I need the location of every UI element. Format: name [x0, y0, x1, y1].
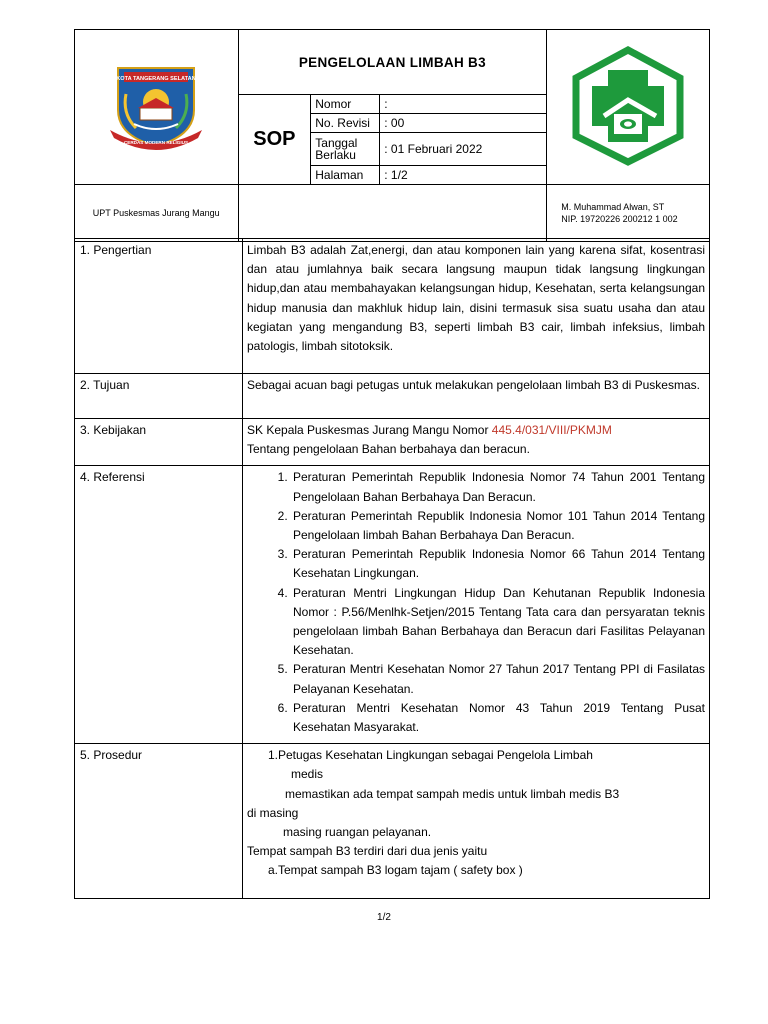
meta-label-revisi: No. Revisi [311, 114, 380, 133]
section-label: 2. Tujuan [75, 374, 243, 419]
crest-title: KOTA TANGERANG SELATAN [116, 75, 197, 82]
meta-value-tanggal: : 01 Februari 2022 [380, 133, 546, 166]
section-row-pengertian [75, 239, 710, 374]
prosedur-line: masing ruangan pelayanan. [283, 825, 432, 840]
reference-item: 2. Peraturan Pemerintah Republik Indonesia Nomor 101 Tahun 2014 Tentang Pengelolaan limbah Bahan Berbahaya Dan Beracun. [291, 507, 705, 545]
sop-header [74, 29, 710, 242]
right-logo-cell [547, 30, 710, 185]
section-content: Sebagai acuan bagi petugas untuk melakukan pengelolaan limbah B3 di Puskesmas. [243, 374, 710, 419]
meta-value-halaman: : 1/2 [384, 168, 408, 182]
prosedur-line: di masing [247, 805, 299, 820]
reference-item: 5. Peraturan Mentri Kesehatan Nomor 27 Tahun 2017 Tentang PPI di Fasilatas Pelayanan Kesehatan. [291, 660, 705, 698]
section-label: 5. Prosedur [75, 744, 243, 899]
sop-body-table [74, 238, 710, 899]
signer-nip: NIP. 19720226 200212 1 002 [561, 214, 678, 224]
meta-label-nomor: Nomor [311, 95, 380, 114]
reference-item: 1. Peraturan Pemerintah Republik Indonesia Nomor 74 Tahun 2001 Tentang Pengelolaan Bahan Berbahaya Dan Beracun. [291, 468, 705, 506]
kebijakan-text: SK Kepala Puskesmas Jurang Mangu Nomor [247, 423, 492, 437]
signer-name: M. Muhammad Alwan, ST [561, 202, 665, 212]
meta-label-tanggal: Tanggal Berlaku [311, 133, 380, 166]
section-row-kebijakan [75, 419, 710, 466]
meta-value-nomor: : [380, 95, 546, 114]
signature-space [238, 185, 547, 242]
prosedur-line: a.Tempat sampah B3 logam tajam ( safety box ) [268, 863, 523, 878]
reference-item: 4. Peraturan Mentri Lingkungan Hidup Dan Kehutanan Republik Indonesia Nomor : P.56/Menlhk-Setjen/2015 Tentang Tata cara dan persyaratan teknis pengelolaan limbah Bahan Berbahaya dan Beracun dari Fasilitas Pelayanan Kesehatan. [291, 584, 705, 661]
unit-name: UPT Puskesmas Jurang Mangu [75, 185, 239, 242]
meta-label-halaman: Halaman [311, 166, 380, 185]
section-content [243, 419, 710, 466]
meta-value-revisi: : 00 [380, 114, 546, 133]
section-row-prosedur [75, 744, 710, 899]
meta-table [311, 95, 546, 184]
prosedur-line: Tempat sampah B3 terdiri dari dua jenis yaitu [247, 844, 488, 859]
section-content [243, 466, 710, 744]
section-row-tujuan [75, 374, 710, 419]
section-label: 1. Pengertian [75, 239, 243, 374]
tangsel-crest-icon [104, 58, 208, 154]
prosedur-line: 1.Petugas Kesehatan Lingkungan sebagai Pengelola Limbah [268, 748, 593, 763]
left-logo-cell [75, 30, 239, 185]
signer-block [547, 185, 710, 242]
section-content [243, 744, 710, 899]
reference-item: 6. Peraturan Mentri Kesehatan Nomor 43 Tahun 2019 Tentang Pusat Kesehatan Masyarakat. [291, 699, 705, 737]
kebijakan-text-after: Tentang pengelolaan Bahan berbahaya dan beracun. [247, 442, 530, 457]
section-row-referensi [75, 466, 710, 744]
reference-list [247, 468, 705, 737]
page-number: 1/2 [377, 912, 391, 923]
section-label: 3. Kebijakan [75, 419, 243, 466]
puskesmas-logo-icon [564, 46, 692, 166]
prosedur-line: memastikan ada tempat sampah medis untuk limbah medis B3 [285, 786, 620, 801]
reference-item: 3. Peraturan Pemerintah Republik Indonesia Nomor 66 Tahun 2014 Tentang Kesehatan Lingkungan. [291, 545, 705, 583]
kebijakan-number: 445.4/031/VIII/PKMJM [491, 423, 612, 437]
meta-cell [311, 95, 547, 185]
document-title: PENGELOLAAN LIMBAH B3 [238, 30, 547, 95]
crest-motto: CERDAS MODERN RELIGIUS [124, 139, 189, 145]
section-content: Limbah B3 adalah Zat,energi, dan atau komponen lain yang karena sifat, kosentrasi dan atau jumlahnya baik secara langsung maupun tidak langsung lingkungan hidup,dan atau membahayakan kelangsungan hidup, Kesehatan, serta kelangsungan hidup manusia dan makhluk hidup lain, disini termasuk sisa suatu usaha dan atau kegiatan yang mengandung B3, seperti limbah B3 cair, limbah infeksius, limbah patologis, limbah sitotoksik. [243, 239, 710, 374]
prosedur-line: medis [291, 767, 324, 782]
sop-label: SOP [238, 95, 311, 185]
section-label: 4. Referensi [75, 466, 243, 744]
